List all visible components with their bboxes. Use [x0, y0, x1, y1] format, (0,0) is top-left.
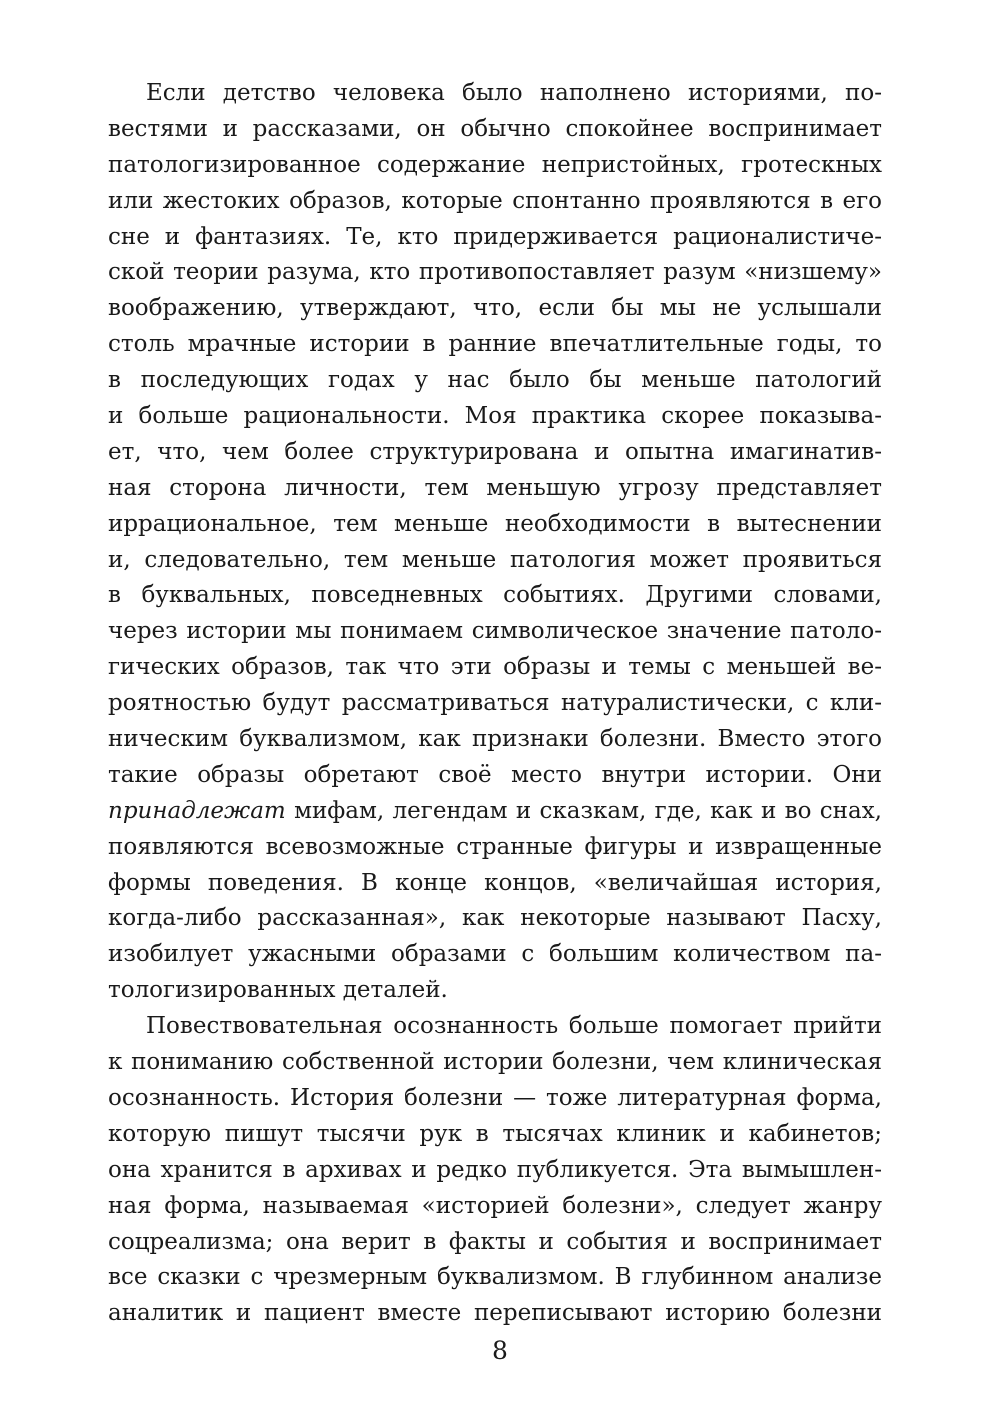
text-line: изобилует ужасными образами с большим количеством па- [108, 941, 882, 968]
text-line: и больше рациональности. Моя практика скорее показыва- [108, 403, 882, 430]
text-line: в последующих годах у нас было бы меньше патологий [108, 367, 882, 394]
text-line: она хранится в архивах и редко публикуется. Эта вымышлен- [108, 1156, 882, 1183]
text-line: формы поведения. В конце концов, «величайшая история, [108, 869, 882, 896]
page-number: 8 [492, 1336, 508, 1365]
text-line: вестями и рассказами, он обычно спокойнее воспринимает [108, 115, 882, 142]
text-line: в буквальных, повседневных событиях. Другими словами, [108, 582, 882, 609]
text-line: ная сторона личности, тем меньшую угрозу представляет [108, 474, 882, 501]
text-line: соцреализма; она верит в факты и события и воспринимает [108, 1228, 882, 1255]
text-line: патологизированное содержание непристойных, гротескных [108, 151, 882, 178]
text-line: гических образов, так что эти образы и темы с меньшей ве- [108, 654, 882, 681]
text-line: через истории мы понимаем символическое значение патоло- [108, 618, 882, 645]
text-line: к пониманию собственной истории болезни, чем клиническая [108, 1049, 882, 1076]
text-line: осознанность. История болезни — тоже литературная форма, [108, 1084, 882, 1111]
text-line: аналитик и пациент вместе переписывают историю болезни [108, 1300, 882, 1327]
emphasis-text: принадлежат [108, 797, 286, 824]
text-line: сне и фантазиях. Те, кто придерживается рационалистиче- [108, 223, 882, 250]
text-line: роятностью будут рассматриваться натуралистически, с кли- [108, 690, 882, 717]
text-line: появляются всевозможные странные фигуры и извращенные [108, 833, 882, 860]
text-line: или жестоких образов, которые спонтанно проявляются в его [108, 187, 882, 214]
text-line: и, следовательно, тем меньше патология может проявиться [108, 546, 882, 573]
text-line: воображению, утверждают, что, если бы мы не услышали [108, 295, 882, 322]
text-line: иррациональное, тем меньше необходимости в вытеснении [108, 510, 882, 537]
body-text [108, 76, 882, 1332]
text-line: Если детство человека было наполнено историями, по- [146, 80, 882, 106]
text-line: тологизированных деталей. [108, 977, 448, 1004]
text-line: Повествовательная осознанность больше помогает прийти [146, 1013, 882, 1040]
text-line: ской теории разума, кто противопоставляет разум «низшему» [108, 259, 882, 286]
text-line: все сказки с чрезмерным буквализмом. В глубинном анализе [108, 1264, 882, 1291]
text-line: когда-либо рассказанная», как некоторые называют Пасху, [108, 905, 882, 932]
text-line: ническим буквализмом, как признаки болезни. Вместо этого [108, 726, 882, 753]
text-line: ет, что, чем более структурирована и опытна имагинатив- [108, 438, 882, 465]
text-line: такие образы обретают своё место внутри истории. Они [108, 761, 882, 788]
text-line: которую пишут тысячи рук в тысячах клиник и кабинетов; [108, 1120, 882, 1147]
text-line-with-emphasis [108, 794, 882, 830]
text-line: столь мрачные истории в ранние впечатлительные годы, то [108, 331, 882, 358]
text-line-rest: мифам, легендам и сказкам, где, как и во снах, [285, 797, 882, 824]
text-line: ная форма, называемая «историей болезни», следует жанру [108, 1192, 882, 1219]
